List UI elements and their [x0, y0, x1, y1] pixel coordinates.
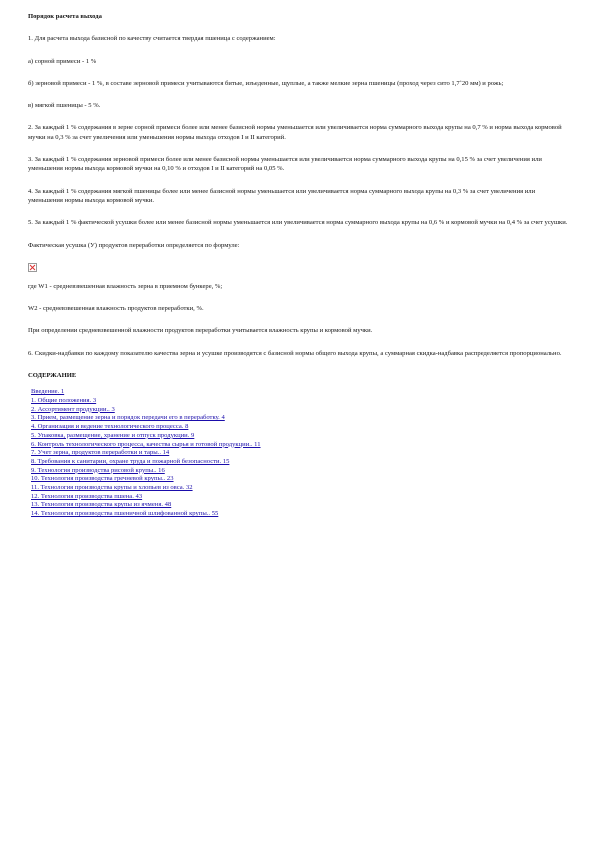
broken-image-icon — [28, 263, 37, 272]
toc-link-1[interactable]: 1. Общие положения. 3 — [31, 397, 97, 405]
toc-link-6[interactable]: 6. Контроль технологического процесса, качества сырья и готовой продукции.. 11 — [31, 440, 261, 448]
paragraph-1a: а) сорной примеси - 1 % — [28, 57, 97, 65]
paragraph-3: 3. За каждый 1 % содержания зерновой примеси более или менее базисной нормы уменьшается или увеличивается норма суммарного выхода крупы на 0,15 % за счет увеличения или уменьшения нормы выхода кормовой мучки на 0,10 % и отходов I и II категорий на 0,05 %. — [28, 156, 542, 173]
toc-link-4[interactable]: 4. Организация и ведение технологического процесса. 8 — [31, 423, 189, 431]
paragraph-6: 6. Скидки-надбавки по каждому показателю качества зерна и усушке производятся с базисной нормы общего выхода крупы, а суммарная скидка-надбавка распределяется пропорционально. — [28, 349, 562, 357]
toc-link-2[interactable]: 2. Ассортимент продукции.. 3 — [31, 405, 115, 413]
moisture-note: При определении средневзвешенной влажности продуктов переработки учитывается влажность крупы и кормовой мучки. — [28, 327, 373, 335]
toc-link-9[interactable]: 9. Технология производства рисовой крупы.. 16 — [31, 466, 165, 474]
toc-link-13[interactable]: 13. Технология производства крупы из ячменя. 48 — [31, 501, 172, 509]
formula-intro: Фактическая усушка (У) продуктов переработки определяется по формуле: — [28, 241, 240, 249]
toc-link-12[interactable]: 12. Технология производства пшена. 43 — [31, 492, 143, 500]
section-heading: Порядок расчета выхода — [28, 13, 102, 20]
paragraph-4: 4. За каждый 1 % содержания мягкой пшеницы более или менее базисной нормы уменьшается или увеличивается норма суммарного выхода крупы на 0,3 % за счет увеличения или уменьшения нормы выхода кормовой мучки. — [28, 187, 536, 204]
formula-w2: W2 - средневзвешенная влажность продуктов переработки, %. — [28, 305, 204, 313]
toc-link-10[interactable]: 10. Технология производства гречневой крупы.. 23 — [31, 475, 174, 483]
toc-link-3[interactable]: 3. Прием, размещение зерна и порядок передачи его в переработку. 4 — [31, 414, 225, 422]
toc-link-7[interactable]: 7. Учет зерна, продуктов переработки и тары.. 14 — [31, 449, 170, 457]
document-page — [28, 12, 568, 519]
toc-link-14[interactable]: 14. Технология производства пшеничной шлифованной крупы.. 55 — [31, 510, 219, 518]
toc-link-11[interactable]: 11. Технология производства крупы и хлопьев из овса. 32 — [31, 484, 193, 492]
paragraph-5: 5. За каждый 1 % фактической усушки более или менее базисной нормы уменьшается или увеличивается норма суммарного выхода крупы на 0,6 % и кормовой мучки на 0,4 % за счет усушки. — [28, 219, 568, 227]
formula-w1: где W1 - средневзвешенная влажность зерна в приемном бункере, %; — [28, 282, 223, 290]
paragraph-2: 2. За каждый 1 % содержания в зерне сорной примеси более или менее базисной нормы уменьшается или увеличивается норма суммарного выхода крупы на 0,7 % и норма выхода кормовой мучки на 0,3 % за счет увеличения или уменьшения нормы выхода отходов I и II категорий. — [28, 124, 562, 141]
paragraph-1b: б) зерновой примеси - 1 %, в составе зерновой примеси учитываются битые, изъеденные, щуплые, а также мелкие зерна пшеницы (проход через сито 1,7˚20 мм) и рожь; — [28, 79, 504, 87]
paragraph-1c: в) мягкой пшеницы - 5 %. — [28, 102, 101, 110]
toc-link-5[interactable]: 5. Упаковка, размещение, хранение и отпуск продукции. 9 — [31, 431, 195, 439]
toc-link-intro[interactable]: Введение. 1 — [31, 388, 65, 396]
toc-link-8[interactable]: 8. Требования к санитарии, охране труда и пожарной безопасности. 15 — [31, 457, 230, 465]
toc-title: СОДЕРЖАНИЕ — [28, 372, 77, 380]
table-of-contents — [28, 388, 568, 519]
paragraph-1: 1. Для расчета выхода базисной по качеству считается твердая пшеница с содержанием: — [28, 35, 276, 43]
